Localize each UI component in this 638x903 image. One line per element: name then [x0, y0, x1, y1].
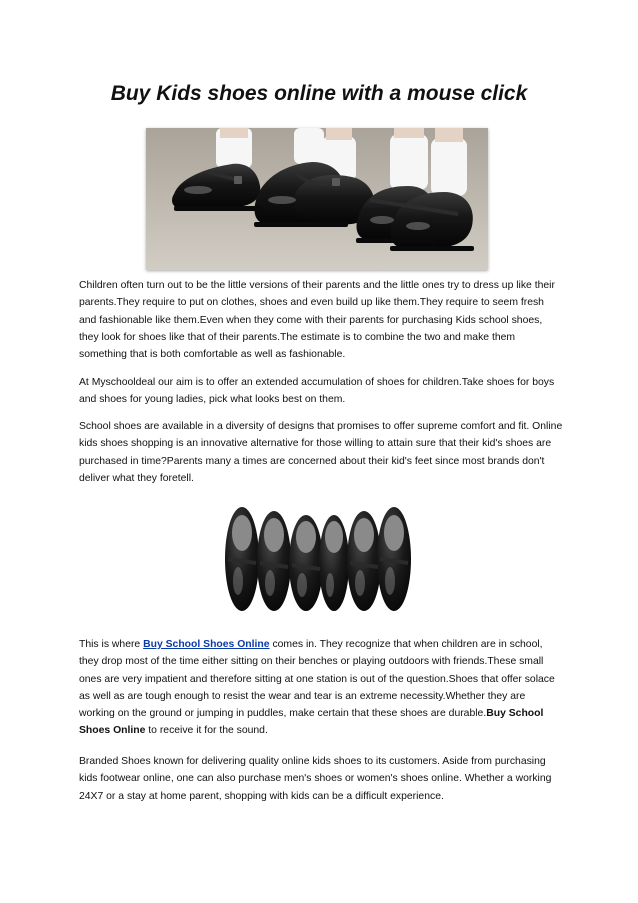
paragraph-intro: Children often turn out to be the little versions of their parents and the little ones try to dress up like their parents.They require to put on clothes, shoes and even build up like them.They require to seem fresh and fashionable like them.Even when they come with their parents for purchasing Kids school shoes, they look for shoes like that of their parents.The estimate is to combine the two and make them something that is both comfortable as well as fashionable. — [79, 280, 555, 361]
p4-text-middle: comes in. They recognize that when children are in school, they drop most of the time either sitting on their benches or playing outdoors with friends.These small ones are very impatient and therefore sitting at one station is out of the question.Shoes that offer solace as well as are tough enough to resist the wear and tear is an extreme necessity.Whether they are working on the ground or jumping in puddles, make certain that these shoes are durable. — [79, 639, 555, 720]
paragraph-branded-shoes: Branded Shoes known for delivering quality online kids shoes to its customers. Aside from purchasing kids footwear online, one can also purchase men's shoes or women's shoes online. Whether a working 24X7 or a stay at home parent, shopping with kids can be a difficult experience. — [79, 756, 552, 802]
p4-bold-text: Buy School Shoes Online — [79, 708, 544, 737]
paragraph-myschooldeal: At Myschooldeal our aim is to offer an extended accumulation of shoes for children.Take shoes for boys and shoes for young ladies, pick what looks best on them. — [79, 377, 555, 406]
paragraph-designs: School shoes are available in a diversity of designs that promises to offer supreme comfort and fit. Online kids shoes shopping is an innovative alternative for those willing to attain sure that their kid's shoes are purchased in time?Parents many a times are concerned about their kid's feet since most brands don't deliver what they foretell. — [79, 421, 563, 484]
kids-feet-shoes-photo — [146, 128, 488, 270]
p4-text-after: to receive it for the sound. — [145, 725, 268, 737]
p4-text-before: This is where — [79, 639, 144, 650]
page-title: Buy Kids shoes online with a mouse click — [110, 82, 528, 105]
paragraph-buy-online — [79, 636, 563, 740]
school-shoes-row-photo — [222, 503, 414, 615]
buy-school-shoes-online-link[interactable]: Buy School Shoes Online — [143, 639, 270, 650]
